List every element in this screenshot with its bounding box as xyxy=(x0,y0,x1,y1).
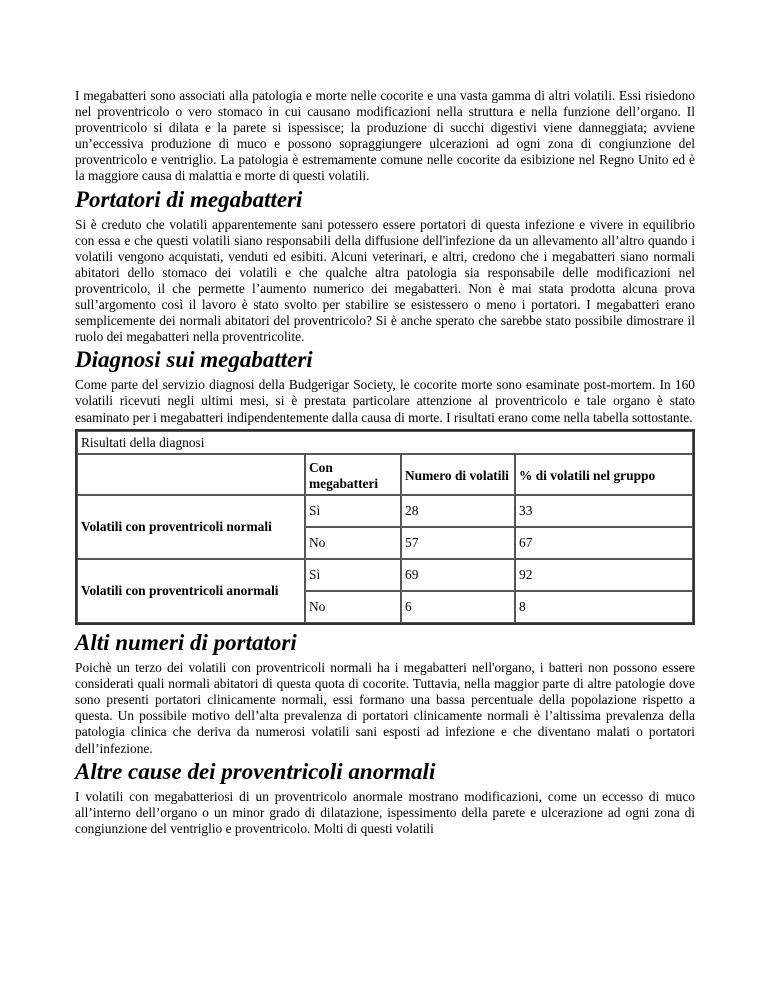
section-heading-portatori: Portatori di megabatteri xyxy=(75,186,303,212)
table-cell-numero: 57 xyxy=(401,527,515,559)
table-header-con-megabatteri: Con megabatteri xyxy=(305,454,401,495)
table-row xyxy=(77,495,693,527)
section-heading-diagnosi: Diagnosi sui megabatteri xyxy=(75,347,313,373)
table-cell-numero: 69 xyxy=(401,559,515,591)
table-cell-con: No xyxy=(305,527,401,559)
table-header-percent: % di volatili nel gruppo xyxy=(515,454,693,495)
table-cell-percent: 92 xyxy=(515,559,693,591)
table-cell-numero: 28 xyxy=(401,495,515,527)
table-cell-con: Sì xyxy=(305,495,401,527)
table-header-numero: Numero di volatili xyxy=(401,454,515,495)
section-heading-alti-numeri: Alti numeri di portatori xyxy=(75,630,297,656)
table-cell-con: No xyxy=(305,591,401,623)
section-paragraph-altre-cause: I volatili con megabatteriosi di un proventricolo anormale mostrano modificazioni, come un eccesso di muco all’interno dell’organo o un minor grado di dilatazione, ispessimento della parete e ulcerazione ad ogni zona di congiunzione del ventriglio e proventricolo. Molti di questi volatili xyxy=(75,788,695,836)
table-row xyxy=(77,559,693,591)
intro-paragraph: I megabatteri sono associati alla patologia e morte nelle cocorite e una vasta gamma di altri volatili. Essi risiedono nel proventricolo o vero stomaco in cui causano modificazioni nella struttura e nella funzione dell’organo. Il proventricolo si dilata e la parete si ispessisce; la produzione di succhi digestivi viene danneggiata; avviene un’eccessiva produzione di muco e possono sopraggiungere ulcerazioni ad ogni zona di congiunzione del proventricolo e ventriglio. La patologia è estremamente comune nelle cocorite da esibizione nel Regno Unito ed è la maggiore causa di malattia e morte di questi volatili. xyxy=(75,88,695,184)
table-header-empty xyxy=(77,454,305,495)
table-caption: Risultati della diagnosi xyxy=(77,431,693,455)
table-cell-percent: 8 xyxy=(515,591,693,623)
table-cell-percent: 67 xyxy=(515,527,693,559)
results-table xyxy=(75,429,695,626)
section-paragraph-portatori: Si è creduto che volatili apparentemente sani potessero essere portatori di questa infezione e vivere in equilibrio con essa e che questi volatili siano responsabili della diffusione dell'infezione da un allevamento all’altro quando i volatili vengono acquistati, venduti ed esibiti. Alcuni veterinari, e altri, credono che i megabatteri siano normali abitatori dello stomaco dei volatili e che qualche altra patologia sia responsabile delle modificazioni nel proventricolo, il che permette l’aumento numerico dei megabatteri. Non è mai stata prodotta alcuna prova sull’argomento così il lavoro è stato svolto per stabilire se esistessero o meno i portatori. I megabatteri erano semplicemente dei normali abitatori del proventricolo? Si è anche sperato che sarebbe stato possibile dimostrare il ruolo dei megabatteri nella proventricolite. xyxy=(75,216,695,345)
table-group-label-normal: Volatili con proventricoli normali xyxy=(77,495,305,559)
section-heading-altre-cause: Altre cause dei proventricoli anormali xyxy=(75,758,436,784)
table-cell-con: Sì xyxy=(305,559,401,591)
document-page xyxy=(75,88,695,839)
table-cell-numero: 6 xyxy=(401,591,515,623)
section-paragraph-diagnosi: Come parte del servizio diagnosi della Budgerigar Society, le cocorite morte sono esaminate post-mortem. In 160 volatili ricevuti negli ultimi mesi, si è prestata particolare attenzione al proventricolo e tale organo è stato esaminato per i megabatteri indipendentemente dalla causa di morte. I risultati erano come nella tabella sottostante. xyxy=(75,377,695,425)
table-group-label-abnormal: Volatili con proventricoli anormali xyxy=(77,559,305,623)
table-cell-percent: 33 xyxy=(515,495,693,527)
section-paragraph-alti-numeri: Poichè un terzo dei volatili con proventricoli normali ha i megabatteri nell'organo, i batteri non possono essere considerati quali normali abitatori di questa quota di cocorite. Tuttavia, nella maggior parte di altre patologie dove sono presenti portatori clinicamente normali, essi formano una bassa percentuale della popolazione rispetto a questa. Un possibile motivo dell’alta prevalenza di portatori clinicamente normali è l’altissima prevalenza della patologia clinica che deriva da numerosi volatili sani esposti ad infezione e che diventano malati o portatori dell’infezione. xyxy=(75,660,695,756)
